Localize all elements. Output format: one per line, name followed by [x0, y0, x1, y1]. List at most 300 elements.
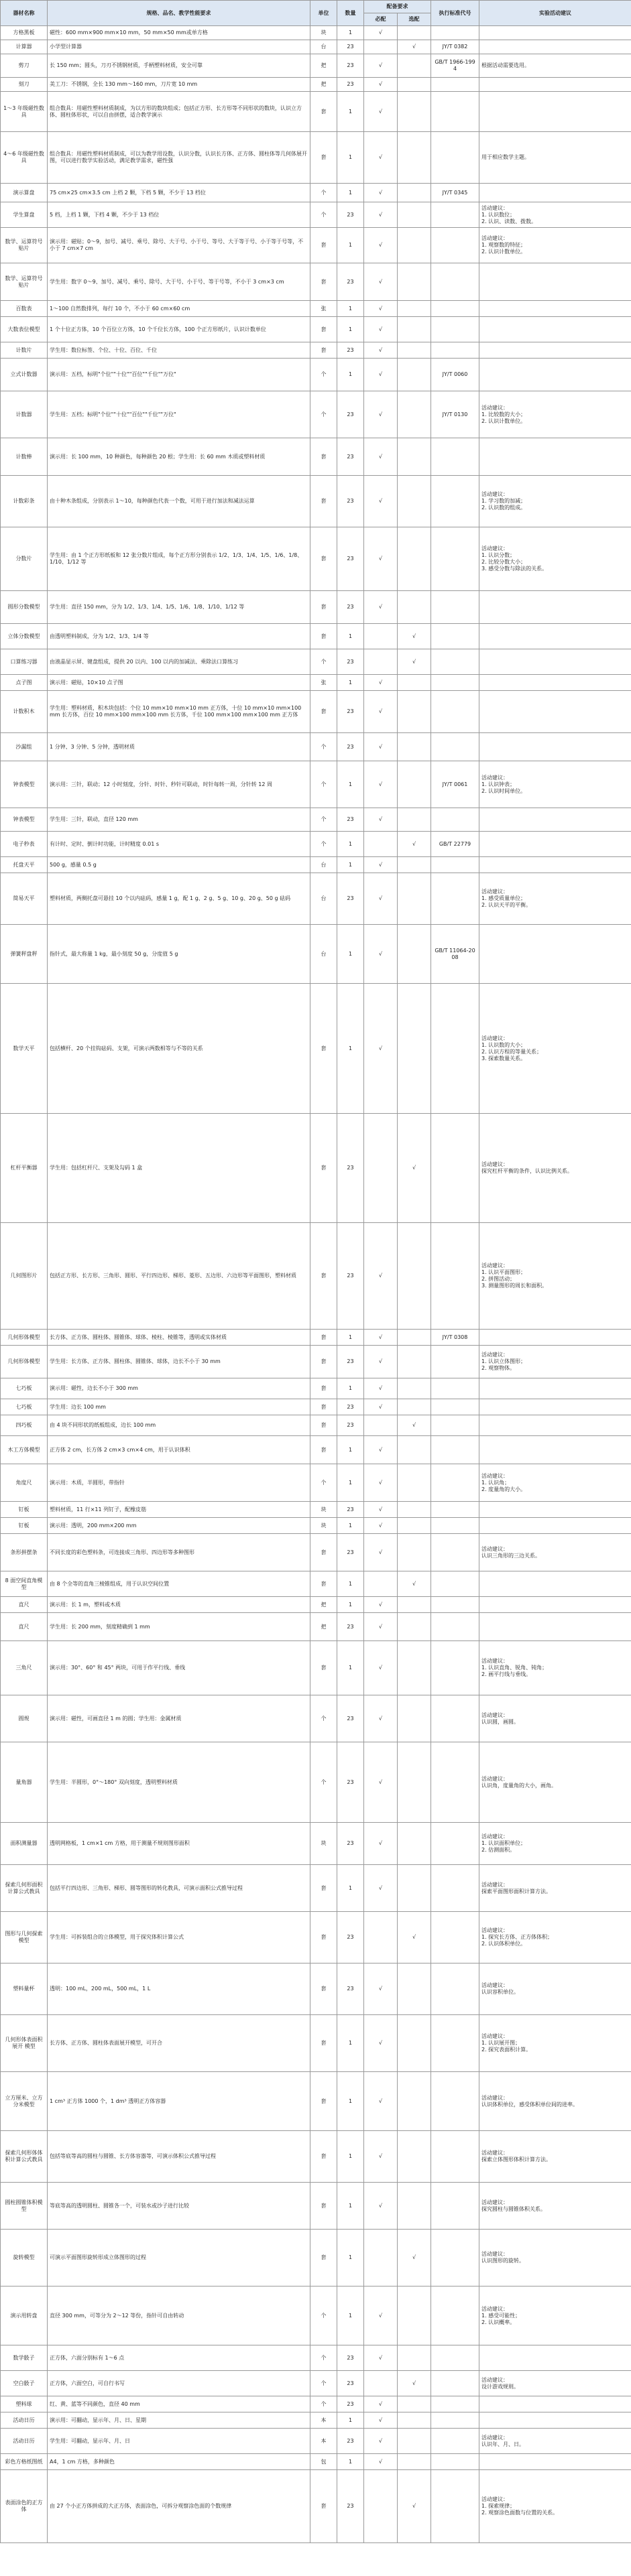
equipment-opt [398, 438, 431, 476]
equipment-std [431, 2345, 479, 2371]
equipment-qty: 23 [337, 476, 364, 527]
equipment-unit: 个 [310, 2396, 337, 2412]
equipment-std [431, 2183, 479, 2230]
equipment-must: √ [364, 2287, 398, 2345]
table-row [1, 1695, 631, 1742]
equipment-qty: 23 [337, 808, 364, 832]
equipment-spec: 由液晶显示屏、键盘组成，提供 20 以内、100 以内的加减法、乘除法口算练习 [48, 649, 310, 675]
table-row [1, 1613, 631, 1641]
equipment-opt [398, 1346, 431, 1378]
equipment-unit: 套 [310, 527, 337, 591]
table-row [1, 1518, 631, 1534]
equipment-qty: 23 [337, 263, 364, 301]
equipment-spec: 红、黄、蓝等不同颜色，直径 40 mm [48, 2396, 310, 2412]
equipment-spec: 1 个十位正方体，10 个百位立方体，10 个千位长方体，100 个正方形纸片，认识计数单位 [48, 317, 310, 342]
equipment-std [431, 1223, 479, 1330]
equipment-name: 直尺 [1, 1597, 48, 1613]
equipment-opt [398, 2429, 431, 2454]
equipment-opt [398, 527, 431, 591]
equipment-name: 沙漏组 [1, 733, 48, 761]
equipment-unit: 套 [310, 624, 337, 649]
equipment-unit: 块 [310, 1518, 337, 1534]
equipment-std [431, 1823, 479, 1865]
equipment-opt [398, 301, 431, 317]
equipment-name: 空白骰子 [1, 2371, 48, 2396]
equipment-qty: 1 [337, 675, 364, 691]
equipment-suggestion [479, 1378, 631, 1399]
equipment-suggestion [479, 1399, 631, 1415]
equipment-name: 计数器 [1, 391, 48, 438]
table-row [1, 1823, 631, 1865]
equipment-unit: 套 [310, 984, 337, 1114]
equipment-opt [398, 1502, 431, 1518]
equipment-suggestion [479, 359, 631, 391]
equipment-spec: 长方体、正方体、圆柱体表面展开模型，可开合 [48, 2015, 310, 2072]
equipment-opt [398, 1742, 431, 1823]
equipment-name: 面积测量器 [1, 1823, 48, 1865]
equipment-qty: 23 [337, 1399, 364, 1415]
equipment-qty: 23 [337, 1114, 364, 1223]
equipment-spec: 演示用：磁性，边长不小于 300 mm [48, 1378, 310, 1399]
table-row [1, 1114, 631, 1223]
equipment-name: 塑料量杯 [1, 1963, 48, 2015]
equipment-opt [398, 391, 431, 438]
equipment-unit: 个 [310, 2345, 337, 2371]
equipment-opt [398, 857, 431, 873]
equipment-std: JY/T 0382 [431, 40, 479, 54]
equipment-suggestion [479, 92, 631, 132]
equipment-name: 钉板 [1, 1518, 48, 1534]
equipment-opt: √ [398, 649, 431, 675]
equipment-must: √ [364, 733, 398, 761]
equipment-suggestion [479, 591, 631, 624]
equipment-spec: 组合数具：用磁性塑料材质制成，可以为教学用设数，认识分数，认识长方体、正方体、圆柱体等几何体展开图，可以进行数学实验活动，满足教学需求，磁性强 [48, 132, 310, 184]
table-row [1, 591, 631, 624]
equipment-std [431, 1641, 479, 1695]
equipment-must: √ [364, 1346, 398, 1378]
equipment-opt [398, 1534, 431, 1571]
table-row [1, 675, 631, 691]
equipment-suggestion [479, 78, 631, 92]
equipment-suggestion [479, 2454, 631, 2470]
table-body [1, 26, 631, 2543]
header-unit: 单位 [310, 1, 337, 26]
table-row [1, 26, 631, 40]
equipment-must: √ [364, 984, 398, 1114]
equipment-std: JY/T 0061 [431, 761, 479, 808]
equipment-suggestion [479, 2396, 631, 2412]
table-row [1, 202, 631, 228]
equipment-opt [398, 2454, 431, 2470]
equipment-spec: 学生用：数字 0～9、加号、减号、乘号、除号、大于号、小于号、等于号等，不小于 3 cm×3 cm [48, 263, 310, 301]
equipment-qty: 1 [337, 624, 364, 649]
header-std: 执行标准代号 [431, 1, 479, 26]
equipment-must: √ [364, 438, 398, 476]
equipment-suggestion: 活动建议： 1. 认识直角、锐角、钝角； 2. 画平行线与垂线。 [479, 1641, 631, 1695]
equipment-spec: 学生用：五档；标明"个位""十位""百位""千位""万位" [48, 391, 310, 438]
equipment-must: √ [364, 527, 398, 591]
equipment-std: GB/T 22779 [431, 832, 479, 857]
equipment-spec: 演示用：磁贴；0～9，加号、减号、乘号、除号、大于号、小于号、等号、大于等于号、小于等于号等，不小于 7 cm×7 cm [48, 228, 310, 263]
equipment-std [431, 2470, 479, 2543]
equipment-spec: 包括正方形、长方形、三角形、圆形、平行四边形、梯形、菱形、五边形、六边形等平面图形，塑料材质 [48, 1223, 310, 1330]
equipment-unit: 块 [310, 1502, 337, 1518]
table-row [1, 624, 631, 649]
equipment-spec: 演示用：可翻动，显示年、月、日、星期 [48, 2412, 310, 2429]
equipment-name: 立方厘米、立方分米模型 [1, 2072, 48, 2131]
equipment-suggestion [479, 263, 631, 301]
equipment-spec: 由 27 个小正方体拼成的大正方体，表面涂色，可拆分观察涂色面的个数规律 [48, 2470, 310, 2543]
equipment-std [431, 2287, 479, 2345]
equipment-name: 数学天平 [1, 984, 48, 1114]
equipment-opt [398, 1597, 431, 1613]
equipment-opt: √ [398, 624, 431, 649]
equipment-qty: 1 [337, 317, 364, 342]
equipment-qty: 23 [337, 733, 364, 761]
equipment-opt [398, 78, 431, 92]
equipment-spec: 包括平行四边形、三角形、梯形、圆等图形的转化教具，可演示面积公式推导过程 [48, 1865, 310, 1912]
equipment-must [364, 2371, 398, 2396]
equipment-unit: 套 [310, 1330, 337, 1346]
equipment-spec: 长 150 mm；圆头，刀刃不锈钢材质，手柄塑料材质，安全可靠 [48, 54, 310, 78]
equipment-must [364, 1415, 398, 1436]
equipment-must: √ [364, 317, 398, 342]
equipment-qty: 23 [337, 591, 364, 624]
equipment-must: √ [364, 263, 398, 301]
equipment-opt [398, 984, 431, 1114]
equipment-name: 分数片 [1, 527, 48, 591]
equipment-std [431, 857, 479, 873]
equipment-std [431, 2371, 479, 2396]
equipment-spec: 正方体，六面分别标有 1～6 点 [48, 2345, 310, 2371]
equipment-qty: 1 [337, 1330, 364, 1346]
equipment-std [431, 691, 479, 733]
table-row [1, 1378, 631, 1399]
equipment-qty: 23 [337, 1695, 364, 1742]
equipment-opt: √ [398, 40, 431, 54]
equipment-spec: 演示用：木质，半圆形，带指针 [48, 1464, 310, 1502]
equipment-suggestion: 活动建议： 1. 认识钟表； 2. 认识时间单位。 [479, 761, 631, 808]
equipment-name: 活动日历 [1, 2412, 48, 2429]
equipment-suggestion [479, 1613, 631, 1641]
equipment-must: √ [364, 2345, 398, 2371]
equipment-qty: 1 [337, 1571, 364, 1597]
equipment-unit: 个 [310, 2287, 337, 2345]
table-row [1, 342, 631, 359]
equipment-spec: 不同长度的彩色塑料条，可连接成三角形、四边形等多种图形 [48, 1534, 310, 1571]
equipment-name: 活动日历 [1, 2429, 48, 2454]
equipment-qty: 23 [337, 1346, 364, 1378]
equipment-spec: 由十种木条组成，分别表示 1～10，每种颜色代表一个数，可用于进行加法和减法运算 [48, 476, 310, 527]
equipment-unit: 把 [310, 78, 337, 92]
table-row [1, 1571, 631, 1597]
equipment-name: 剪刀 [1, 54, 48, 78]
equipment-suggestion: 活动建议： 探索立体图形体积计算方法。 [479, 2131, 631, 2183]
equipment-unit: 套 [310, 2470, 337, 2543]
equipment-name: 塑料球 [1, 2396, 48, 2412]
equipment-qty: 1 [337, 184, 364, 202]
equipment-must [364, 1571, 398, 1597]
equipment-spec: 演示用：长 1 m，塑料或木质 [48, 1597, 310, 1613]
equipment-must: √ [364, 92, 398, 132]
equipment-spec: 演示用：长 100 mm，10 种颜色，每种颜色 20 根；学生用：长 60 mm 木质或塑料材质 [48, 438, 310, 476]
equipment-must [364, 40, 398, 54]
equipment-opt [398, 317, 431, 342]
equipment-qty: 23 [337, 1502, 364, 1518]
table-row [1, 317, 631, 342]
equipment-opt [398, 1399, 431, 1415]
equipment-must [364, 1912, 398, 1963]
equipment-unit: 本 [310, 2412, 337, 2429]
equipment-must: √ [364, 2429, 398, 2454]
equipment-name: 量角器 [1, 1742, 48, 1823]
equipment-unit: 个 [310, 391, 337, 438]
equipment-std [431, 2396, 479, 2412]
equipment-opt: √ [398, 1912, 431, 1963]
equipment-suggestion [479, 438, 631, 476]
table-row [1, 1346, 631, 1378]
equipment-suggestion [479, 808, 631, 832]
equipment-qty: 1 [337, 132, 364, 184]
equipment-opt [398, 2345, 431, 2371]
table-row [1, 1963, 631, 2015]
equipment-suggestion [479, 2412, 631, 2429]
equipment-unit: 把 [310, 1613, 337, 1641]
equipment-spec: 正方体，六面空白，可自行书写 [48, 2371, 310, 2396]
equipment-name: 大数表位模型 [1, 317, 48, 342]
table-row [1, 184, 631, 202]
equipment-opt [398, 92, 431, 132]
equipment-std [431, 675, 479, 691]
equipment-opt [398, 2131, 431, 2183]
equipment-name: 演示用转盘 [1, 2287, 48, 2345]
equipment-name: 几何形体模型 [1, 1330, 48, 1346]
equipment-must: √ [364, 78, 398, 92]
equipment-unit: 个 [310, 1464, 337, 1502]
equipment-suggestion [479, 301, 631, 317]
table-row [1, 1865, 631, 1912]
equipment-spec: 直径 300 mm，可等分为 2～12 等份，指针可自由转动 [48, 2287, 310, 2345]
equipment-spec: 学生用：半圆形，0°～180° 双向刻度，透明塑料材质 [48, 1742, 310, 1823]
equipment-suggestion: 活动建议： 1. 认识面积单位； 2. 估测面积。 [479, 1823, 631, 1865]
equipment-spec: 学生用：包括杠杆尺、支架及勾码 1 盒 [48, 1114, 310, 1223]
equipment-opt [398, 1823, 431, 1865]
equipment-name: 探索几何形面积计算公式教具 [1, 1865, 48, 1912]
equipment-suggestion: 活动建议： 1. 认识角； 2. 度量角的大小。 [479, 1464, 631, 1502]
equipment-suggestion: 活动建议： 1. 感受质量单位； 2. 认识天平的平衡。 [479, 873, 631, 925]
equipment-unit: 套 [310, 228, 337, 263]
equipment-name: 8 面空间直角模型 [1, 1571, 48, 1597]
equipment-unit: 块 [310, 1823, 337, 1865]
equipment-qty: 23 [337, 1415, 364, 1436]
equipment-std [431, 2454, 479, 2470]
equipment-opt [398, 26, 431, 40]
equipment-opt [398, 591, 431, 624]
equipment-name: 立式计数器 [1, 359, 48, 391]
equipment-unit: 套 [310, 342, 337, 359]
equipment-suggestion: 活动建议： 探究圆柱与圆锥体积关系。 [479, 2183, 631, 2230]
equipment-name: 杠杆平衡器 [1, 1114, 48, 1223]
equipment-suggestion [479, 691, 631, 733]
equipment-unit: 套 [310, 92, 337, 132]
equipment-qty: 1 [337, 2015, 364, 2072]
equipment-qty: 23 [337, 527, 364, 591]
equipment-suggestion [479, 1571, 631, 1597]
equipment-suggestion: 活动建议： 认识体积单位，感受体积单位间的进率。 [479, 2072, 631, 2131]
equipment-spec: 学生用：长 200 mm，刻度精确到 1 mm [48, 1613, 310, 1641]
equipment-name: 数学、运算符号贴片 [1, 228, 48, 263]
equipment-unit: 套 [310, 263, 337, 301]
equipment-must: √ [364, 2412, 398, 2429]
equipment-spec: 演示用：磁贴，10×10 点子图 [48, 675, 310, 691]
table-row [1, 925, 631, 984]
table-row [1, 391, 631, 438]
header-opt: 选配 [398, 13, 431, 26]
equipment-std [431, 1378, 479, 1399]
equipment-qty: 23 [337, 2371, 364, 2396]
equipment-spec: 有计时、定时、倒计时功能，计时精度 0.01 s [48, 832, 310, 857]
equipment-qty: 23 [337, 2396, 364, 2412]
equipment-unit: 套 [310, 1378, 337, 1399]
equipment-std [431, 2072, 479, 2131]
header-must: 必配 [364, 13, 398, 26]
equipment-opt [398, 184, 431, 202]
equipment-std [431, 733, 479, 761]
table-row [1, 476, 631, 527]
equipment-must: √ [364, 675, 398, 691]
equipment-suggestion: 活动建议： 1. 认识分数； 2. 比较分数大小； 3. 感受分数与除法的关系。 [479, 527, 631, 591]
equipment-unit: 套 [310, 591, 337, 624]
equipment-qty: 23 [337, 691, 364, 733]
header-spec: 规格、品名、教学性能要求 [48, 1, 310, 26]
equipment-spec: 透明：100 mL，200 mL，500 mL，1 L [48, 1963, 310, 2015]
equipment-qty: 1 [337, 761, 364, 808]
equipment-opt: √ [398, 1415, 431, 1436]
equipment-opt [398, 476, 431, 527]
equipment-suggestion: 活动建议： 1. 探索规律； 2. 观察涂色面数与位置的关系。 [479, 2470, 631, 2543]
equipment-qty: 1 [337, 301, 364, 317]
equipment-name: 演示算盘 [1, 184, 48, 202]
equipment-suggestion [479, 184, 631, 202]
table-row [1, 2429, 631, 2454]
table-row [1, 54, 631, 78]
equipment-opt: √ [398, 2230, 431, 2287]
equipment-unit: 套 [310, 1346, 337, 1378]
equipment-name: 点子图 [1, 675, 48, 691]
equipment-std: JY/T 0130 [431, 391, 479, 438]
equipment-std [431, 1695, 479, 1742]
equipment-unit: 块 [310, 26, 337, 40]
table-row [1, 2371, 631, 2396]
table-row [1, 263, 631, 301]
equipment-must: √ [364, 1436, 398, 1464]
equipment-name: 方格黑板 [1, 26, 48, 40]
equipment-must: √ [364, 873, 398, 925]
equipment-name: 圆柱圆锥体积模型 [1, 2183, 48, 2230]
equipment-spec: 学生用：直径 150 mm，分为 1/2、1/3、1/4、1/5、1/6、1/8、1/10、1/12 等 [48, 591, 310, 624]
equipment-unit: 套 [310, 438, 337, 476]
equipment-opt [398, 2183, 431, 2230]
table-row [1, 1464, 631, 1502]
equipment-qty: 1 [337, 925, 364, 984]
table-row [1, 1597, 631, 1613]
table-row [1, 228, 631, 263]
equipment-qty: 23 [337, 54, 364, 78]
equipment-qty: 1 [337, 2072, 364, 2131]
table-row [1, 649, 631, 675]
equipment-std [431, 132, 479, 184]
equipment-std [431, 1963, 479, 2015]
equipment-name: 计数彩条 [1, 476, 48, 527]
equipment-name: 七巧板 [1, 1399, 48, 1415]
equipment-opt [398, 925, 431, 984]
equipment-qty: 23 [337, 2345, 364, 2371]
equipment-unit: 把 [310, 1597, 337, 1613]
equipment-name: 数学、运算符号贴片 [1, 263, 48, 301]
equipment-qty: 1 [337, 359, 364, 391]
equipment-qty: 1 [337, 2412, 364, 2429]
equipment-suggestion: 活动建议： 认识角，度量角的大小，画角。 [479, 1742, 631, 1823]
equipment-std [431, 2015, 479, 2072]
equipment-opt [398, 1613, 431, 1641]
table-row [1, 2345, 631, 2371]
table-row [1, 2287, 631, 2345]
equipment-qty: 1 [337, 26, 364, 40]
equipment-std [431, 1415, 479, 1436]
equipment-must: √ [364, 391, 398, 438]
equipment-must: √ [364, 54, 398, 78]
equipment-qty: 1 [337, 1597, 364, 1613]
equipment-must: √ [364, 1963, 398, 2015]
equipment-suggestion: 活动建议： 1. 认识数位； 2. 认识、读数、拨数。 [479, 202, 631, 228]
equipment-unit: 套 [310, 2230, 337, 2287]
equipment-unit: 个 [310, 1695, 337, 1742]
equipment-qty: 23 [337, 1534, 364, 1571]
table-row [1, 438, 631, 476]
equipment-suggestion: 活动建议： 1. 学习数的加减； 2. 认识数的组成。 [479, 476, 631, 527]
equipment-suggestion: 活动建议： 设计游戏规则。 [479, 2371, 631, 2396]
equipment-suggestion [479, 649, 631, 675]
equipment-must: √ [364, 1641, 398, 1695]
equipment-name: 计算器 [1, 40, 48, 54]
equipment-unit: 套 [310, 1865, 337, 1912]
equipment-qty: 1 [337, 228, 364, 263]
equipment-must: √ [364, 2072, 398, 2131]
table-row [1, 1742, 631, 1823]
equipment-opt [398, 2287, 431, 2345]
equipment-qty: 23 [337, 2429, 364, 2454]
equipment-std [431, 317, 479, 342]
equipment-spec: 塑料材质，两侧托盘可悬挂 10 个以内砝码，感量 1 g，配 1 g、2 g、5 g、10 g、20 g、50 g 砝码 [48, 873, 310, 925]
equipment-opt [398, 675, 431, 691]
equipment-qty: 1 [337, 92, 364, 132]
table-row [1, 527, 631, 591]
equipment-opt [398, 1378, 431, 1399]
equipment-opt [398, 1436, 431, 1464]
equipment-spec: 75 cm×25 cm×3.5 cm 上档 2 颗，下档 5 颗，不少于 13 档位 [48, 184, 310, 202]
equipment-std [431, 1502, 479, 1518]
equipment-spec: 长方体、正方体、圆柱体、圆锥体、球体、棱柱、棱锥等，透明或实体材质 [48, 1330, 310, 1346]
equipment-suggestion: 活动建议： 1. 比较数的大小； 2. 认识计数单位。 [479, 391, 631, 438]
equipment-opt [398, 1223, 431, 1330]
equipment-spec: 可演示平面图形旋转形成立体图形的过程 [48, 2230, 310, 2287]
equipment-unit: 套 [310, 1436, 337, 1464]
equipment-std [431, 1742, 479, 1823]
equipment-std: GB/T 1966-1994 [431, 54, 479, 78]
equipment-spec: 5 档，上档 1 颗，下档 4 颗，不少于 13 档位 [48, 202, 310, 228]
equipment-opt [398, 1330, 431, 1346]
equipment-suggestion [479, 1415, 631, 1436]
